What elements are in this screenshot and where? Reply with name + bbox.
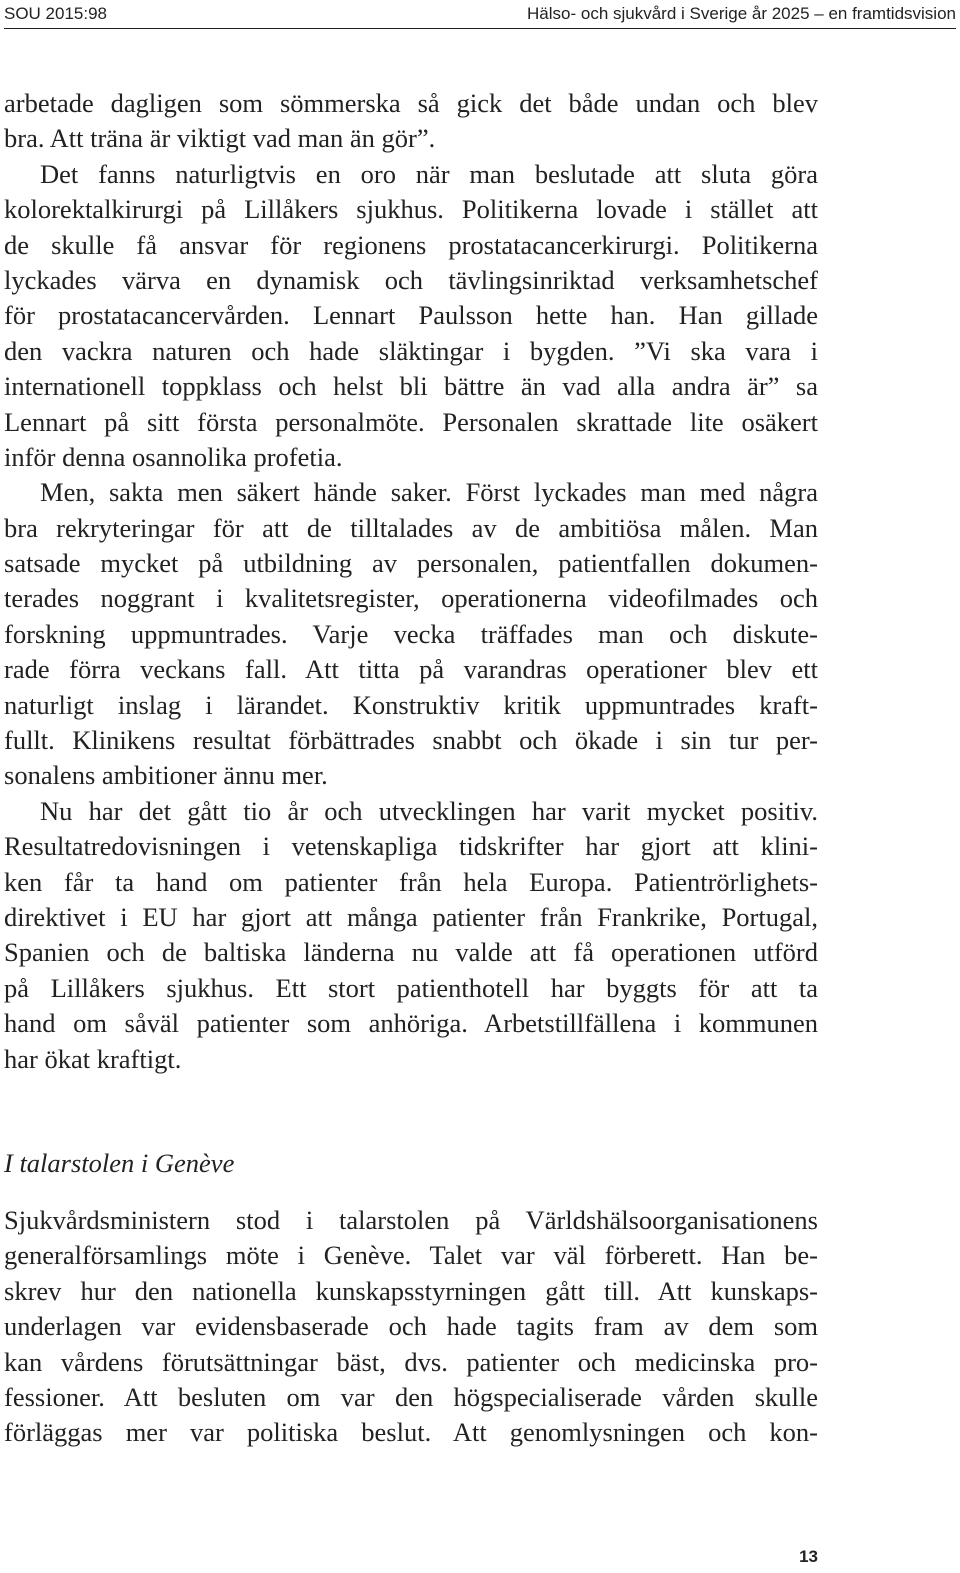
text-line: hand om såväl patienter som anhöriga. Arbetstillfällena i kommunen — [4, 1008, 818, 1039]
text-line: Lennart på sitt första personalmöte. Personalen skrattade lite osäkert — [4, 406, 818, 437]
text-line: arbetade dagligen som sömmerska så gick det både undan och blev — [4, 88, 818, 118]
text-line: inför denna osannolika profetia. — [4, 441, 343, 472]
body-text-section-2 — [4, 1203, 818, 1451]
text-line: de skulle få ansvar för regionens prostatacancerkirurgi. Politikerna — [4, 229, 818, 260]
text-line: på Lillåkers sjukhus. Ett stort patienthotell har byggts för att ta — [4, 972, 818, 1003]
text-line: rade förra veckans fall. Att titta på varandras operationer blev ett — [4, 654, 818, 685]
text-line: Sjukvårdsministern stod i talarstolen på Världshälsoorganisationens — [4, 1205, 818, 1235]
page-number: 13 — [799, 1547, 818, 1566]
text-line: naturligt inslag i lärandet. Konstruktiv kritik uppmuntrades kraft- — [4, 689, 818, 720]
text-line: Spanien och de baltiska länderna nu valde att få operationen utförd — [4, 937, 818, 968]
text-line: lyckades värva en dynamisk och tävlingsinriktad verksamhetschef — [4, 264, 818, 295]
section-heading: I talarstolen i Genève — [4, 1148, 235, 1178]
text-line: kan vårdens förutsättningar bäst, dvs. patienter och medicinska pro- — [4, 1346, 818, 1377]
text-line: satsade mycket på utbildning av personalen, patientfallen dokumen- — [4, 548, 818, 579]
body-text-section-1 — [4, 86, 818, 1077]
text-line: kolorektalkirurgi på Lillåkers sjukhus. Politikerna lovade i stället att — [4, 194, 818, 225]
text-line: för prostatacancervården. Lennart Paulsson hette han. Han gillade — [4, 300, 818, 331]
text-line: Nu har det gått tio år och utvecklingen har varit mycket positiv. — [40, 795, 818, 826]
text-line: Resultatredovisningen i vetenskapliga tidskrifter har gjort att klini- — [4, 831, 818, 862]
running-header — [4, 4, 956, 29]
text-line: sonalens ambitioner ännu mer. — [4, 760, 328, 791]
text-line: direktivet i EU har gjort att många patienter från Frankrike, Portugal, — [4, 901, 818, 932]
text-line: Det fanns naturligtvis en oro när man beslutade att sluta göra — [40, 158, 818, 189]
text-line: har ökat kraftigt. — [4, 1043, 182, 1074]
text-line: Men, sakta men säkert hände saker. Först lyckades man med några — [40, 477, 818, 508]
report-number: SOU 2015:98 — [4, 4, 108, 23]
text-line: forskning uppmuntrades. Varje vecka träffades man och diskute- — [4, 618, 818, 649]
text-line: fessioner. Att besluten om var den högspecialiserade vården skulle — [4, 1381, 818, 1412]
text-line: fullt. Klinikens resultat förbättrades snabbt och ökade i sin tur per- — [4, 725, 818, 756]
text-line: internationell toppklass och helst bli bättre än vad alla andra är” sa — [4, 371, 818, 402]
text-line: skrev hur den nationella kunskapsstyrningen gått till. Att kunskaps- — [4, 1275, 818, 1306]
text-line: generalförsamlings möte i Genève. Talet var väl förberett. Han be- — [4, 1240, 818, 1271]
text-line: den vackra naturen och hade släktingar i bygden. ”Vi ska vara i — [4, 335, 818, 366]
text-line: bra. Att träna är viktigt vad man än gör”. — [4, 123, 436, 154]
text-line: underlagen var evidensbaserade och hade tagits fram av dem som — [4, 1311, 818, 1342]
report-title: Hälso- och sjukvård i Sverige år 2025 – en framtidsvision — [527, 4, 956, 23]
text-line: bra rekryteringar för att de tilltalades av de ambitiösa målen. Man — [4, 512, 818, 543]
text-line: förläggas mer var politiska beslut. Att genomlysningen och kon- — [4, 1417, 818, 1448]
text-line: ken får ta hand om patienter från hela Europa. Patientrörlighets- — [4, 866, 818, 897]
text-line: terades noggrant i kvalitetsregister, operationerna videofilmades och — [4, 583, 818, 614]
